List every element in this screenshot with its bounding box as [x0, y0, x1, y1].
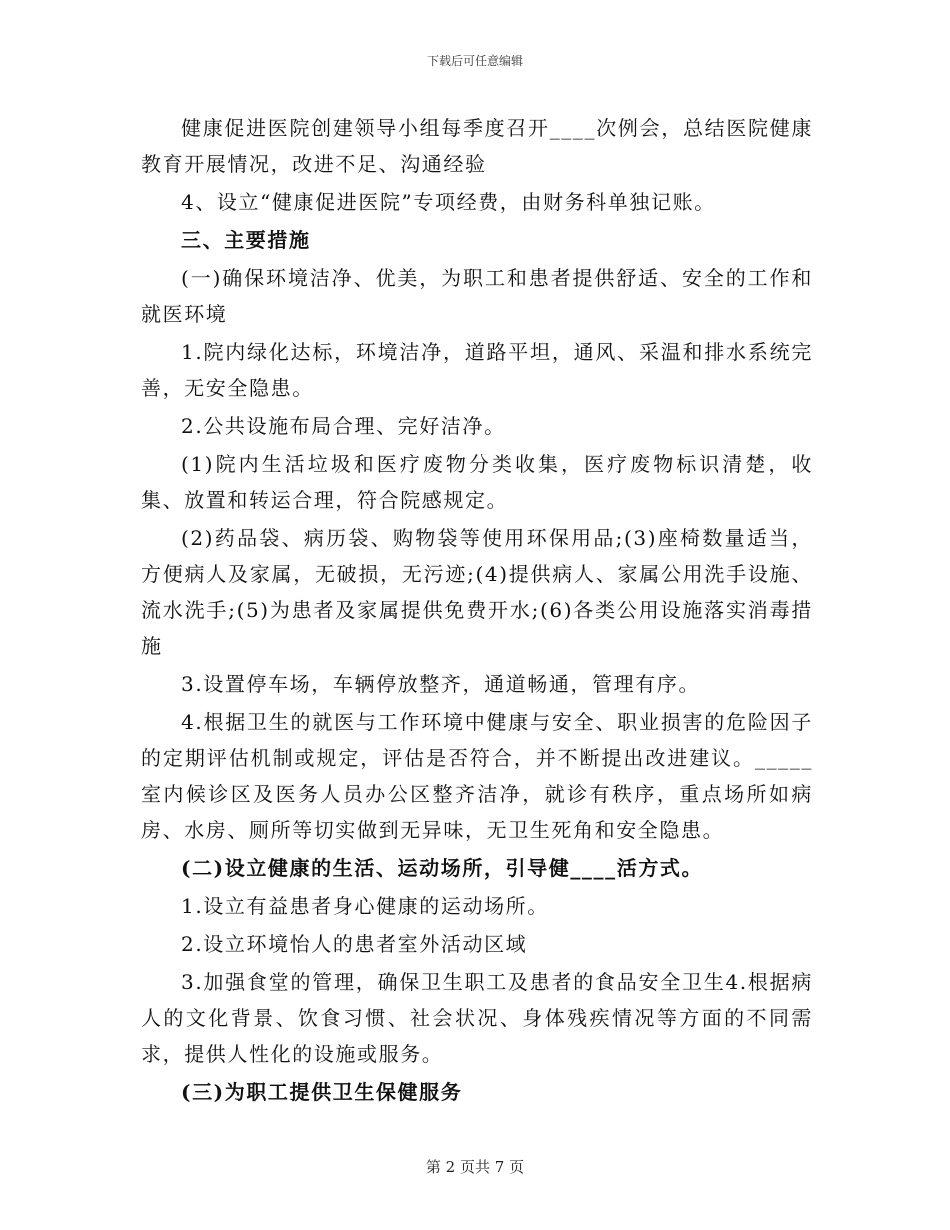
paragraph: (2)药品袋、病历袋、购物袋等使用环保用品;(3)座椅数量适当，方便病人及家属，无破损，无污迹;(4)提供病人、家属公用洗手设施、流水洗手;(5)为患者及家属提供免费开水;(6)各类公用设施落实消毒措施 — [141, 526, 813, 658]
section-heading: 三、主要措施 — [181, 228, 311, 252]
paragraph: 健康促进医院创建领导小组每季度召开____次例会，总结医院健康教育开展情况，改进不足、沟通经验 — [141, 116, 813, 176]
paragraph: 2.设立环境怡人的患者室外活动区域 — [181, 932, 528, 956]
paragraph: 4、设立“健康促进医院”专项经费，由财务科单独记账。 — [181, 190, 716, 214]
subsection-heading: (三)为职工提供卫生保健服务 — [181, 1080, 463, 1104]
paragraph: 1.院内绿化达标，环境洁净，道路平坦，通风、采温和排水系统完善，无安全隐患。 — [141, 340, 813, 400]
page-header: 下载后可任意编辑 — [426, 54, 523, 68]
document-body — [141, 110, 813, 1112]
paragraph: 3.加强食堂的管理，确保卫生职工及患者的食品安全卫生4.根据病人的文化背景、饮食习惯、社会状况、身体残疾情况等方面的不同需求，提供人性化的设施或服务。 — [141, 970, 813, 1066]
subsection-heading: (二)设立健康的生活、运动场所，引导健____活方式。 — [181, 856, 704, 880]
paragraph: 4.根据卫生的就医与工作环境中健康与安全、职业损害的危险因子的定期评估机制或规定，评估是否符合，并不断提出改进建议。_____室内候诊区及医务人员办公区整齐洁净，就诊有秩序，重点场所如病房、水房、厕所等切实做到无异味，无卫生死角和安全隐患。 — [141, 710, 813, 842]
paragraph: 1.设立有益患者身心健康的运动场所。 — [181, 894, 549, 918]
paragraph: 3.设置停车场，车辆停放整齐，通道畅通，管理有序。 — [181, 672, 701, 696]
paragraph: (一)确保环境洁净、优美，为职工和患者提供舒适、安全的工作和就医环境 — [141, 266, 813, 326]
paragraph: 2.公共设施布局合理、完好洁净。 — [181, 414, 506, 438]
page-footer: 第 2 页共 7 页 — [425, 1158, 525, 1176]
paragraph: (1)院内生活垃圾和医疗废物分类收集，医疗废物标识清楚，收集、放置和转运合理，符合院感规定。 — [141, 452, 813, 512]
